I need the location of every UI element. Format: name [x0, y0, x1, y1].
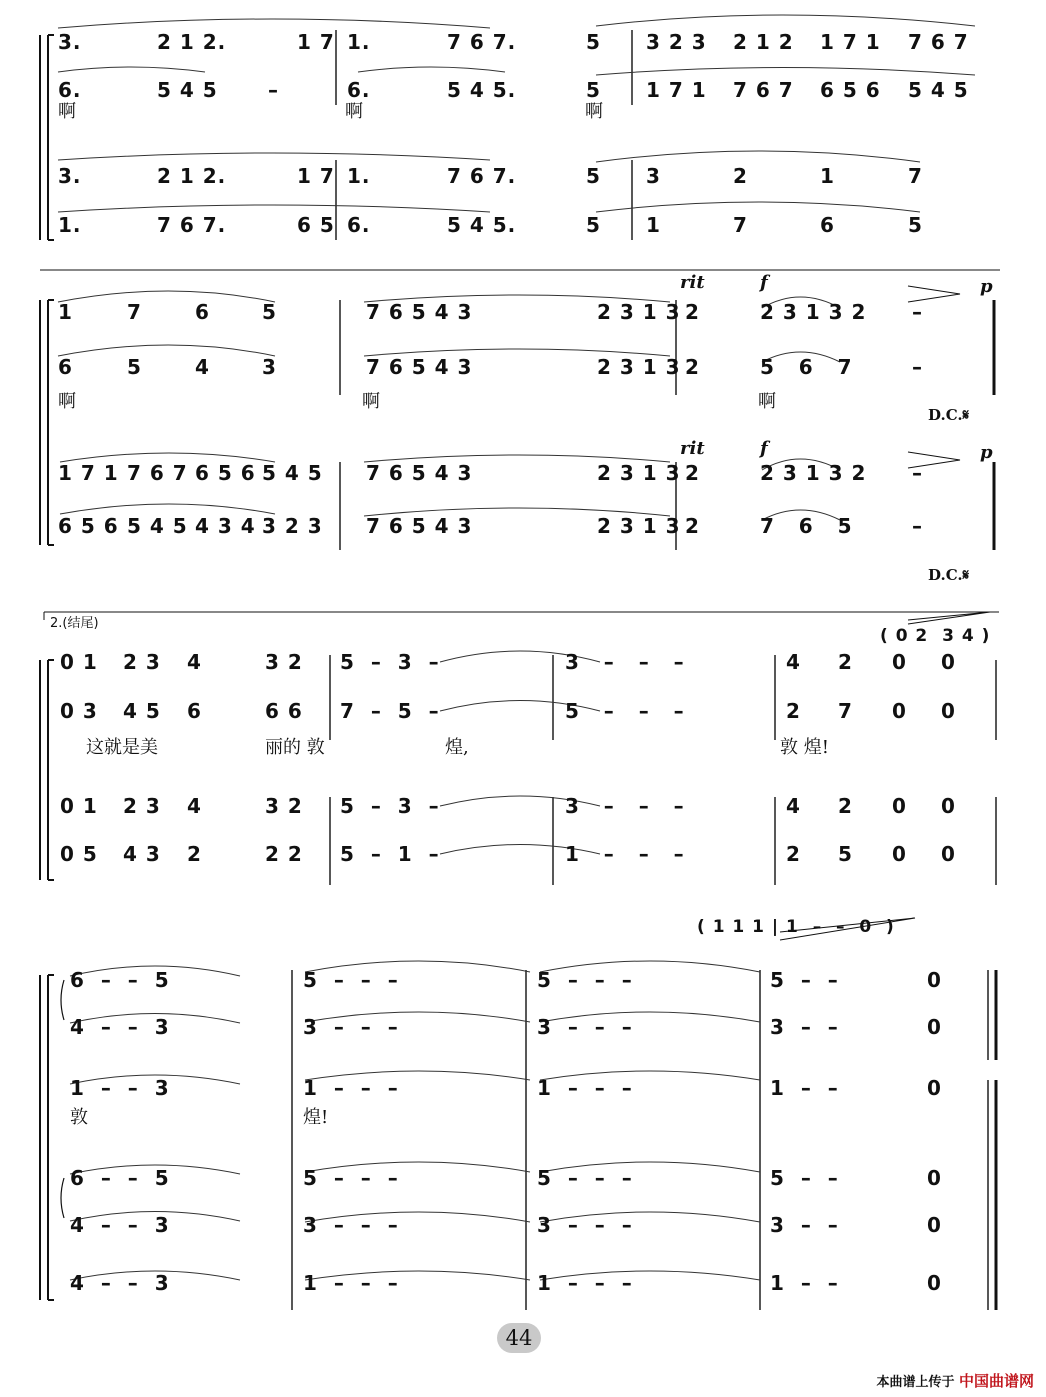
page-number: 44	[497, 1323, 541, 1353]
forte-mark: f	[760, 272, 768, 293]
system1-bracket	[40, 35, 54, 240]
note-group: 6.	[347, 213, 371, 237]
note-group: 3 – –	[770, 1015, 839, 1039]
note-group: 6 – – 5	[70, 1166, 170, 1190]
note-group: 2 3 1 3	[597, 514, 681, 538]
note-group: 1	[58, 300, 73, 324]
site-logo: 中国曲谱网	[958, 1372, 1034, 1390]
note-group: 7 6 5 4 3	[366, 514, 473, 538]
note-group: 5 – –	[770, 968, 839, 992]
note-group: 5 – – –	[303, 1166, 399, 1190]
note-group: 4	[187, 794, 202, 818]
ritardando-mark: rit	[680, 272, 705, 293]
note-group: 3 2 3	[646, 30, 707, 54]
note-group: 5 4 5.	[447, 78, 517, 102]
note-group: 5 – – –	[537, 1166, 633, 1190]
note-group: 5 – – –	[303, 968, 399, 992]
note-group: –	[912, 355, 923, 379]
note-group: 0	[927, 968, 942, 992]
note-group: 2 3 1 3	[597, 461, 681, 485]
note-group: 1 7 1	[58, 461, 119, 485]
note-group: 1.	[58, 213, 82, 237]
note-group: 3 – – –	[303, 1015, 399, 1039]
note-group: 2	[838, 794, 853, 818]
note-group: 0	[941, 842, 956, 866]
accompaniment-aside: ( 1 1 1 | 1 – – 0 )	[697, 917, 895, 937]
note-group: 7 6 7.	[447, 30, 517, 54]
note-group: 1	[646, 213, 661, 237]
note-group: 2	[838, 650, 853, 674]
note-group: 1 7	[297, 30, 335, 54]
system2-bracket	[40, 300, 54, 545]
note-group: 1 – – –	[303, 1076, 399, 1100]
note-group: 1	[820, 164, 835, 188]
note-group: 7 6 5 4 3	[366, 355, 473, 379]
note-group: 0	[927, 1213, 942, 1237]
note-group: 0 5	[60, 842, 98, 866]
note-group: 0 3	[60, 699, 98, 723]
lyric-text: 丽的 敦	[265, 737, 325, 758]
note-group: 0 1	[60, 794, 98, 818]
note-group: 4 5	[123, 699, 161, 723]
note-group: 5 4 5	[127, 514, 188, 538]
da-capo-mark: D.C.𝄋	[928, 406, 970, 424]
note-group: 5 – 3 –	[340, 794, 440, 818]
note-group: 7	[733, 213, 748, 237]
lyric-text: 啊	[58, 391, 76, 412]
note-group: 1.	[347, 30, 371, 54]
note-group: 7 6 7	[127, 461, 188, 485]
note-group: 5 6 7	[760, 355, 853, 379]
note-group: 3 2	[265, 650, 303, 674]
note-group: 7 6 7.	[447, 164, 517, 188]
note-group: 3.	[58, 30, 82, 54]
note-group: 5 4 5	[262, 461, 323, 485]
note-group: 1 – – –	[537, 1271, 633, 1295]
note-group: 2	[685, 514, 700, 538]
note-group: 6	[820, 213, 835, 237]
note-group: 0	[927, 1076, 942, 1100]
note-group: 2 3	[123, 650, 161, 674]
note-group: 5 – – –	[565, 699, 685, 723]
note-group: 6 5 6	[820, 78, 881, 102]
note-group: 1 – – –	[303, 1271, 399, 1295]
note-group: 0 1	[60, 650, 98, 674]
note-group: 5	[586, 213, 601, 237]
note-group: 0	[941, 699, 956, 723]
note-group: 0	[892, 842, 907, 866]
note-group: 1 – – 3	[70, 1076, 170, 1100]
note-group: 1 7 1	[646, 78, 707, 102]
note-group: 0	[927, 1271, 942, 1295]
note-group: 3 – – –	[565, 794, 685, 818]
lyric-text: 煌,	[445, 737, 469, 758]
upload-footer	[876, 1370, 1034, 1391]
note-group: 4	[187, 650, 202, 674]
piano-mark: p	[980, 442, 993, 463]
note-group: 1 7 1	[820, 30, 881, 54]
note-group: 7 6 7	[908, 30, 969, 54]
note-group: 1 7	[297, 164, 335, 188]
note-group: 7	[838, 699, 853, 723]
note-group: 1 – –	[770, 1271, 839, 1295]
note-group: 3	[262, 355, 277, 379]
note-group: 6	[58, 355, 73, 379]
note-group: 3 2	[265, 794, 303, 818]
note-group: 4 – – 3	[70, 1213, 170, 1237]
note-group: 5	[586, 30, 601, 54]
note-group: 2 3 1 3	[597, 355, 681, 379]
note-group: 6	[195, 300, 210, 324]
note-group: 5 – –	[770, 1166, 839, 1190]
note-group: 5 – – –	[537, 968, 633, 992]
note-group: 5	[127, 355, 142, 379]
note-group: 2	[685, 461, 700, 485]
note-group: 7	[908, 164, 923, 188]
note-group: 2 3 1 3	[597, 300, 681, 324]
note-group: 2 1 2.	[157, 164, 227, 188]
note-group: 1 – – –	[565, 842, 685, 866]
forte-mark: f	[760, 438, 768, 459]
note-group: 4 – – 3	[70, 1271, 170, 1295]
note-group: 7 6 5	[760, 514, 853, 538]
note-group: 2 3 1 3 2	[760, 300, 867, 324]
note-group: 2	[733, 164, 748, 188]
note-group: 5	[908, 213, 923, 237]
note-group: –	[912, 461, 923, 485]
note-group: 3 – – –	[537, 1213, 633, 1237]
note-group: 5	[586, 78, 601, 102]
note-group: 6	[187, 699, 202, 723]
upload-note: 本曲谱上传于	[876, 1375, 955, 1390]
system3-bracket	[40, 660, 54, 880]
note-group: 3 – – –	[303, 1213, 399, 1237]
note-group: 0	[927, 1015, 942, 1039]
lyric-text: 敦 煌!	[780, 737, 829, 758]
note-group: 0	[892, 650, 907, 674]
note-group: 0	[927, 1166, 942, 1190]
note-group: 7 6 5 4 3	[366, 461, 473, 485]
note-group: 2 3 1 3 2	[760, 461, 867, 485]
note-group: 2	[685, 355, 700, 379]
note-group: 3	[646, 164, 661, 188]
note-group: 5 – 1 –	[340, 842, 440, 866]
lyric-text: 啊	[58, 101, 76, 122]
note-group: 3 – – –	[537, 1015, 633, 1039]
note-group: –	[912, 514, 923, 538]
note-group: 1 – –	[770, 1076, 839, 1100]
piano-mark: p	[980, 276, 993, 297]
note-group: 0	[892, 699, 907, 723]
ritardando-mark: rit	[680, 438, 705, 459]
note-group: –	[912, 300, 923, 324]
note-group: 3.	[58, 164, 82, 188]
system4-bracket	[40, 975, 54, 1300]
note-group: 7 – 5 –	[340, 699, 440, 723]
lyric-text: 煌!	[303, 1107, 329, 1128]
note-group: 7 6 7	[733, 78, 794, 102]
note-group: 6.	[347, 78, 371, 102]
note-group: 5 – 3 –	[340, 650, 440, 674]
note-group: 6 6	[265, 699, 303, 723]
brace	[61, 980, 64, 1218]
lyric-text: 啊	[585, 101, 603, 122]
note-group: 6 5 6	[58, 514, 119, 538]
note-group: 7 6 5 4 3	[366, 300, 473, 324]
note-group: 3 – – –	[565, 650, 685, 674]
volta-bracket	[44, 612, 999, 620]
note-group: 4 3 4	[195, 514, 256, 538]
lyric-text: 敦	[70, 1107, 88, 1128]
note-group: 0	[892, 794, 907, 818]
note-group: 4	[786, 650, 801, 674]
da-capo-mark: D.C.𝄋	[928, 566, 970, 584]
note-group: 2 2	[265, 842, 303, 866]
note-group: 6 – – 5	[70, 968, 170, 992]
note-group: 3 – –	[770, 1213, 839, 1237]
note-group: 5	[586, 164, 601, 188]
note-group: 2 3	[123, 794, 161, 818]
note-group: 0	[941, 650, 956, 674]
note-group: –	[268, 78, 279, 102]
note-group: 5	[838, 842, 853, 866]
note-group: 2 1 2	[733, 30, 794, 54]
note-group: 6.	[58, 78, 82, 102]
note-group: 2	[786, 699, 801, 723]
note-group: 2	[786, 842, 801, 866]
lyric-text: 啊	[345, 101, 363, 122]
lyric-text: 啊	[758, 391, 776, 412]
ending-label: 2.(结尾)	[50, 616, 99, 631]
lyric-text: 啊	[362, 391, 380, 412]
accompaniment-aside: ( 0 2 3 4 )	[880, 626, 991, 646]
note-group: 0	[941, 794, 956, 818]
note-group: 4 – – 3	[70, 1015, 170, 1039]
note-group: 4	[195, 355, 210, 379]
lyric-text: 这就是美	[86, 737, 158, 758]
note-group: 2	[685, 300, 700, 324]
note-group: 6 5	[297, 213, 335, 237]
note-group: 2	[187, 842, 202, 866]
note-group: 1 – – –	[537, 1076, 633, 1100]
note-group: 4	[786, 794, 801, 818]
note-group: 7	[127, 300, 142, 324]
note-group: 4 3	[123, 842, 161, 866]
note-group: 5 4 5.	[447, 213, 517, 237]
note-group: 1.	[347, 164, 371, 188]
note-group: 2 1 2.	[157, 30, 227, 54]
note-group: 6 5 6	[195, 461, 256, 485]
note-group: 5 4 5	[157, 78, 218, 102]
note-group: 7 6 7.	[157, 213, 227, 237]
note-group: 5	[262, 300, 277, 324]
note-group: 3 2 3	[262, 514, 323, 538]
note-group: 5 4 5	[908, 78, 969, 102]
